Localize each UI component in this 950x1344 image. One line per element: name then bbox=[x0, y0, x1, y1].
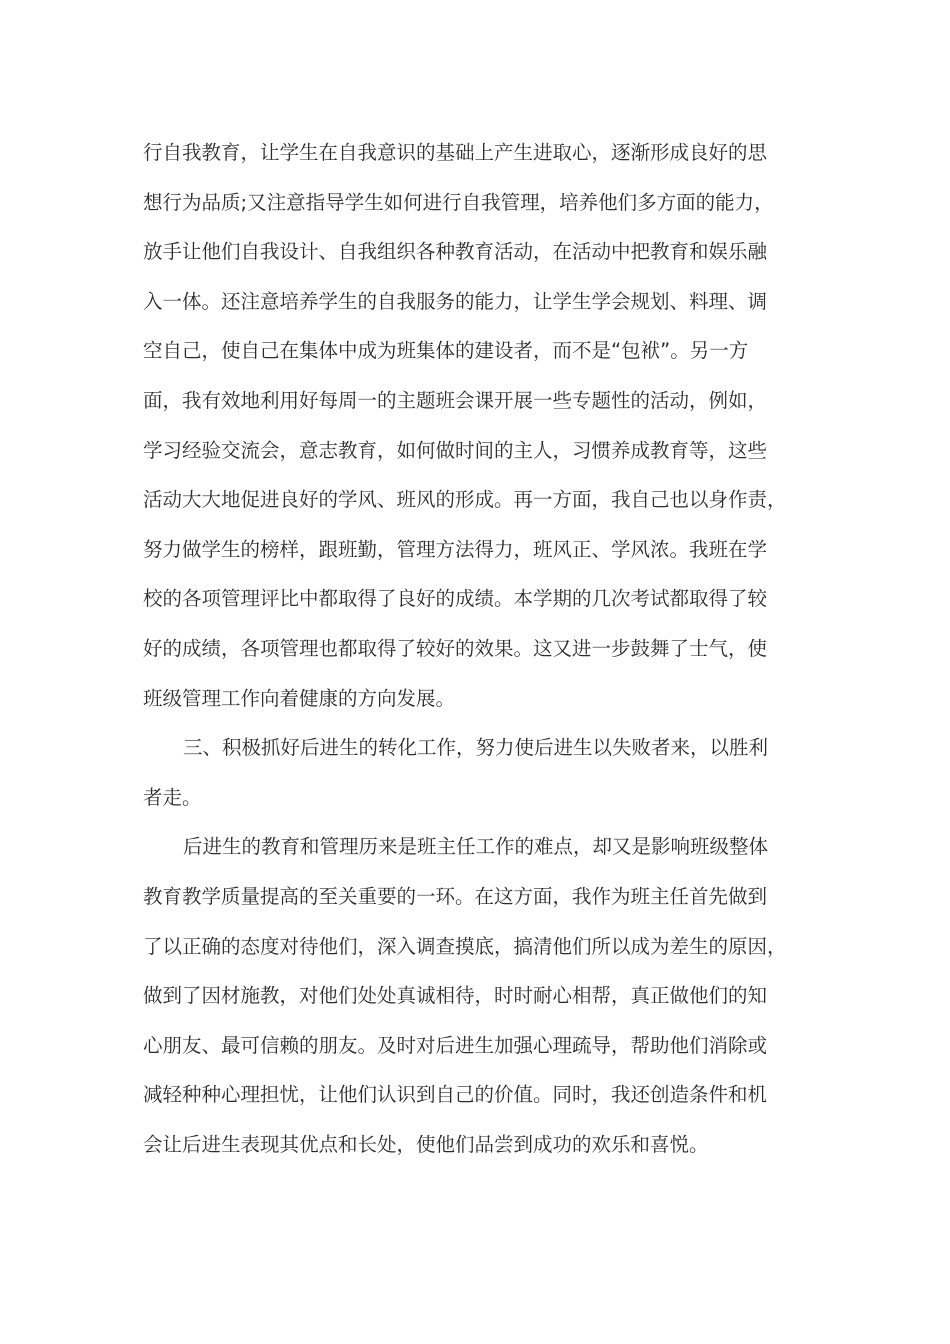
text-line: 减轻种种心理担忧，让他们认识到自己的价值。同时，我还创造条件和机 bbox=[143, 1083, 768, 1107]
text-line: 做到了因材施教，对他们处处真诚相待，时时耐心相帮，真正做他们的知 bbox=[143, 984, 768, 1008]
text-line: 行自我教育，让学生在自我意识的基础上产生进取心，逐渐形成良好的思 bbox=[143, 141, 768, 164]
body-text bbox=[143, 128, 823, 1169]
text-line: 班级管理工作向着健康的方向发展。 bbox=[143, 686, 456, 710]
text-line: 空自己，使自己在集体中成为班集体的建设者，而不是“包袱”。另一方 bbox=[143, 339, 749, 363]
text-line: 面，我有效地利用好每周一的主题班会课开展一些专题性的活动，例如， bbox=[143, 388, 768, 412]
text-line: 心朋友、最可信赖的朋友。及时对后进生加强心理疏导，帮助他们消除或 bbox=[143, 1033, 768, 1057]
paragraph-start: 后进生的教育和管理历来是班主任工作的难点，却又是影响班级整体 bbox=[183, 835, 769, 859]
text-line: 者走。 bbox=[143, 785, 202, 809]
section-heading: 三、积极抓好后进生的转化工作，努力使后进生以失败者来，以胜利 bbox=[183, 736, 769, 760]
text-line: 好的成绩，各项管理也都取得了较好的效果。这又进一步鼓舞了士气，使 bbox=[143, 636, 768, 660]
text-line: 想行为品质;又注意指导学生如何进行自我管理，培养他们多方面的能力， bbox=[143, 190, 774, 214]
text-line: 努力做学生的榜样，跟班勤，管理方法得力，班风正、学风浓。我班在学 bbox=[143, 537, 768, 561]
text-line: 了以正确的态度对待他们，深入调查摸底，搞清他们所以成为差生的原因， bbox=[143, 934, 787, 958]
text-line: 活动大大地促进良好的学风、班风的形成。再一方面，我自己也以身作责， bbox=[143, 488, 787, 512]
text-line: 校的各项管理评比中都取得了良好的成绩。本学期的几次考试都取得了较 bbox=[143, 587, 768, 611]
text-line: 会让后进生表现其优点和长处，使他们品尝到成功的欢乐和喜悦。 bbox=[143, 1132, 709, 1156]
text-line: 放手让他们自我设计、自我组织各种教育活动，在活动中把教育和娱乐融 bbox=[143, 240, 768, 264]
text-line: 学习经验交流会，意志教育，如何做时间的主人，习惯养成教育等，这些 bbox=[143, 438, 768, 462]
text-line: 入一体。还注意培养学生的自我服务的能力，让学生学会规划、料理、调 bbox=[143, 289, 768, 313]
text-line: 教育教学质量提高的至关重要的一环。在这方面，我作为班主任首先做到 bbox=[143, 884, 768, 908]
